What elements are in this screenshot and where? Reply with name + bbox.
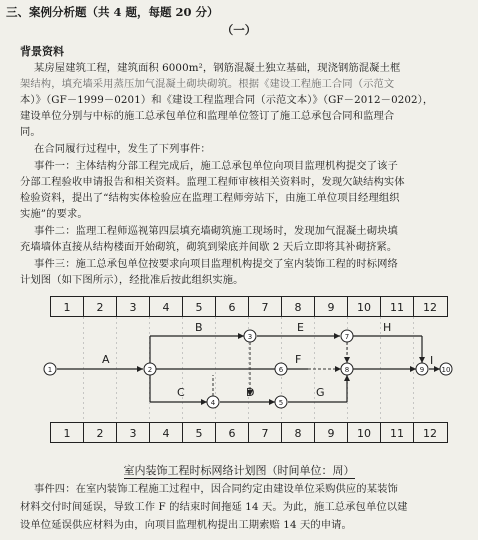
time-unit-label: 6 — [228, 301, 236, 314]
event-one-line: 分部工程验收申请报告和相关资料。监理工程师审核相关资料时，发现欠缺结构实体 — [20, 176, 405, 188]
node-label: 4 — [210, 399, 216, 407]
time-unit-label: 7 — [261, 427, 269, 440]
time-unit-label: 10 — [357, 301, 371, 314]
time-unit-label: 4 — [162, 301, 170, 314]
node-label: 10 — [441, 366, 451, 374]
node-label: 8 — [344, 366, 350, 374]
time-unit-label: 9 — [327, 427, 335, 440]
event-three-line: 计划图（如下图所示），经批准后按此组织实施。 — [20, 274, 244, 286]
node-label: 7 — [344, 333, 350, 341]
activity-label: E — [297, 321, 304, 334]
time-unit-label: 2 — [96, 301, 104, 314]
activity-label: B — [195, 321, 203, 334]
time-scaled-network-diagram — [47, 296, 451, 450]
time-unit-label: 5 — [195, 301, 203, 314]
time-unit-label: 5 — [195, 427, 203, 440]
section-heading: 三、案例分析题（共 4 题，每题 20 分） — [6, 5, 219, 19]
background-heading: 背景资料 — [20, 45, 64, 58]
time-unit-label: 8 — [294, 301, 302, 314]
event-four-line: 设单位延误供应材料为由，向项目监理机构提出工期索赔 14 天的申请。 — [20, 519, 352, 531]
activity-label: C — [177, 386, 185, 399]
time-unit-label: 4 — [162, 427, 170, 440]
time-unit-label: 6 — [228, 427, 236, 440]
activity-label: H — [383, 321, 392, 334]
activity-label: A — [102, 353, 110, 366]
time-unit-label: 3 — [129, 301, 137, 314]
node-label: 3 — [247, 333, 253, 341]
time-unit-label: 11 — [390, 427, 404, 440]
time-unit-label: 1 — [63, 301, 71, 314]
node-label: 6 — [278, 366, 284, 374]
node-label: 2 — [147, 366, 153, 374]
background-line: 架结构，填充墙采用蒸压加气混凝土砌块砌筑。根据《建设工程施工合同（示范文 — [20, 78, 395, 90]
event-two-line: 充墙墙体直接从结构楼面开始砌筑，砌筑到梁底并间歇 2 天后立即将其补砌挤紧。 — [20, 241, 398, 253]
time-unit-label: 3 — [129, 427, 137, 440]
time-unit-label: 9 — [327, 301, 335, 314]
diagram-caption-text: 室内装饰工程时标网络计划图（时间单位：周） — [123, 464, 355, 477]
activity-label: G — [316, 386, 325, 399]
time-unit-label: 12 — [423, 301, 437, 314]
activity-label: F — [295, 353, 302, 366]
time-unit-label: 11 — [390, 301, 404, 314]
event-one-line: 检验资料，提出了“结构实体检验应在监理工程师旁站下，由施工单位项目经理组织 — [20, 192, 400, 204]
node-label: 1 — [47, 366, 53, 374]
time-unit-label: 12 — [423, 427, 437, 440]
background-line: 本）》（GF－1999－0201）和《建设工程监理合同（示范文本）》（GF－2012－0202）， — [20, 94, 434, 106]
activity-label: D — [246, 386, 255, 399]
time-unit-label: 7 — [261, 301, 269, 314]
time-unit-label: 8 — [294, 427, 302, 440]
background-line: 同。 — [20, 126, 41, 138]
case-number: （一） — [221, 23, 257, 37]
event-one-line: 事件一：主体结构分部工程完成后，施工总承包单位向项目监理机构提交了该子 — [34, 160, 398, 172]
activity-label: I — [430, 354, 434, 367]
diagram-caption — [0, 462, 478, 478]
events-intro: 在合同履行过程中，发生了下列事件： — [34, 143, 211, 155]
event-one-line: 实施”的要求。 — [20, 208, 88, 220]
network-svg — [47, 296, 451, 450]
time-unit-label: 1 — [63, 427, 71, 440]
event-four-line: 材料交付时间延误，导致工作 F 的结束时间拖延 14 天。为此，施工总承包单位以建 — [20, 501, 408, 513]
event-two-line: 事件二：监理工程师巡视第四层填充墙砌筑施工现场时，发现加气混凝土砌块填 — [34, 225, 398, 237]
time-unit-label: 2 — [96, 427, 104, 440]
background-line: 建设单位分别与中标的施工总承包单位和监理单位签订了施工总承包合同和监理合 — [20, 110, 395, 122]
node-label: 5 — [278, 399, 284, 407]
time-unit-label: 10 — [357, 427, 371, 440]
event-three-line: 事件三：施工总承包单位按要求向项目监理机构提交了室内装饰工程的时标网络 — [34, 258, 398, 270]
node-label: 9 — [419, 366, 425, 374]
event-four-line: 事件四：在室内装饰工程施工过程中，因合同约定由建设单位采购供应的某装饰 — [34, 483, 398, 495]
background-line: 某房屋建筑工程，建筑面积 6000m²，钢筋混凝土独立基础，现浇钢筋混凝土框 — [34, 62, 401, 74]
